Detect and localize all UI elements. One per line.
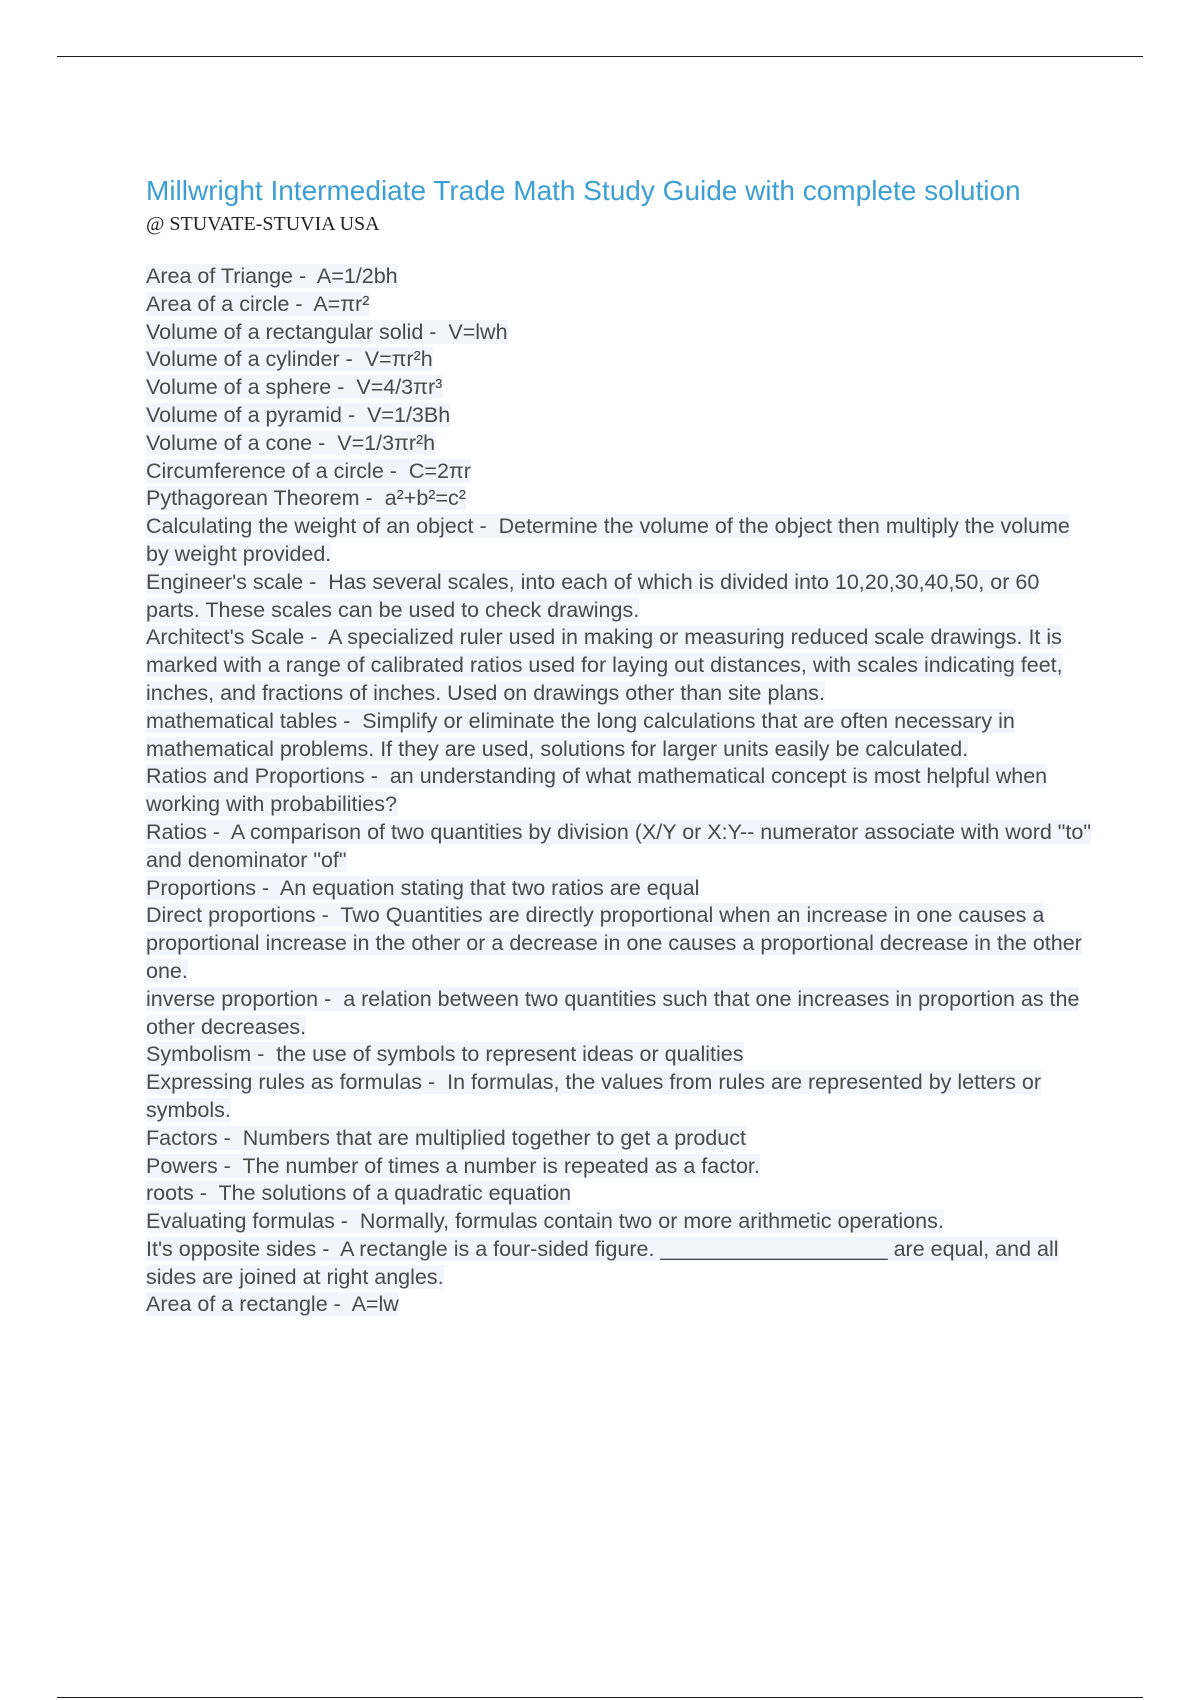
entry-separator: - xyxy=(293,264,317,288)
entry-definition: A rectangle is a four-sided figure. ___________________ are equal, and all sides are joined at right angles. xyxy=(146,1236,1059,1289)
entry-definition: Has several scales, into each of which is divided into 10,20,30,40,50, or 60 parts. These scales can be used to check drawings. xyxy=(146,569,1040,622)
entry-term: Expressing rules as formulas xyxy=(146,1070,423,1095)
list-item xyxy=(146,875,1094,903)
list-item xyxy=(146,763,1094,819)
entry-term: Calculating the weight of an object xyxy=(146,514,474,539)
entry-definition: A=1/2bh xyxy=(316,264,398,288)
list-item xyxy=(146,430,1094,458)
list-item xyxy=(146,569,1094,625)
list-item xyxy=(146,319,1094,347)
entry-term: Factors xyxy=(146,1125,218,1150)
entry-separator: - xyxy=(327,1292,352,1317)
entry-term: Powers xyxy=(146,1153,218,1178)
entry-term: Area of Triange xyxy=(146,264,294,288)
entry-definition: A comparison of two quantities by division (X/Y or X:Y-- numerator associate with word "to" and denominator "of" xyxy=(146,819,1091,872)
entry-separator: - xyxy=(312,430,338,455)
flashcard-list xyxy=(146,263,1094,1319)
list-item xyxy=(146,902,1094,985)
entry-definition: V=πr²h xyxy=(364,347,433,372)
list-item xyxy=(146,1041,1094,1069)
list-item xyxy=(146,1236,1094,1292)
entry-separator: - xyxy=(337,708,363,733)
list-item xyxy=(146,513,1094,569)
entry-definition: Numbers that are multiplied together to get a product xyxy=(242,1125,746,1150)
document-title: Millwright Intermediate Trade Math Study Guide with complete solution xyxy=(146,175,1021,206)
list-item xyxy=(146,346,1094,374)
entry-definition: C=2πr xyxy=(408,458,471,483)
entry-definition: Simplify or eliminate the long calculations that are often necessary in mathematical problems. If they are used, solutions for larger units easily be calculated. xyxy=(146,708,1015,761)
entry-separator: - xyxy=(206,819,231,844)
list-item xyxy=(146,402,1094,430)
entry-definition: Normally, formulas contain two or more arithmetic operations. xyxy=(359,1209,944,1234)
entry-term: Ratios xyxy=(146,819,207,844)
entry-term: Ratios and Proportions xyxy=(146,764,365,789)
list-item xyxy=(146,1208,1094,1236)
entry-term: inverse proportion xyxy=(146,986,319,1011)
entry-separator: - xyxy=(217,1153,243,1178)
entry-term: Circumference of a circle xyxy=(146,458,384,483)
entry-term: Area of a rectangle xyxy=(146,1292,328,1317)
entry-definition: V=lwh xyxy=(448,319,508,344)
entry-separator: - xyxy=(255,875,280,900)
entry-definition: V=4/3πr³ xyxy=(356,375,443,400)
entry-definition: Determine the volume of the object then multiply the volume by weight provided. xyxy=(146,514,1070,566)
entry-definition: the use of symbols to represent ideas or qualities xyxy=(276,1042,744,1067)
entry-definition: Two Quantities are directly proportional when an increase in one causes a proportional increase in the other or a decrease in one causes a proportional decrease in the other one. xyxy=(146,903,1082,983)
entry-term: Proportions xyxy=(146,875,256,900)
entry-separator: - xyxy=(193,1181,219,1206)
entry-definition: V=1/3πr²h xyxy=(337,430,436,455)
entry-term: mathematical tables xyxy=(146,708,338,733)
list-item xyxy=(146,263,1094,291)
entry-definition: A=πr² xyxy=(313,291,370,316)
entry-definition: an understanding of what mathematical concept is most helpful when working with probabilities? xyxy=(146,764,1048,817)
entry-definition: a²+b²=c² xyxy=(384,486,466,511)
entry-definition: In formulas, the values from rules are represented by letters or symbols. xyxy=(146,1070,1042,1122)
entry-term: Volume of a sphere xyxy=(146,375,332,400)
entry-separator: - xyxy=(334,1209,360,1234)
list-item xyxy=(146,1153,1094,1181)
list-item xyxy=(146,1069,1094,1125)
entry-term: Architect's Scale xyxy=(146,625,305,650)
entry-term: Volume of a pyramid xyxy=(146,402,342,427)
entry-separator: - xyxy=(359,486,385,511)
entry-term: Area of a circle xyxy=(146,291,290,316)
entry-separator: - xyxy=(316,1236,341,1261)
entry-definition: V=1/3Bh xyxy=(367,402,451,427)
entry-term: Evaluating formulas xyxy=(146,1209,335,1234)
entry-separator: - xyxy=(217,1125,243,1150)
list-item xyxy=(146,708,1094,764)
entry-term: Pythagorean Theorem xyxy=(146,486,360,511)
entry-separator: - xyxy=(383,458,409,483)
entry-separator: - xyxy=(473,514,499,539)
entry-definition: The number of times a number is repeated as a factor. xyxy=(242,1153,760,1178)
header-rule xyxy=(57,56,1143,57)
entry-separator: - xyxy=(303,569,329,594)
entry-separator: - xyxy=(364,764,390,789)
list-item xyxy=(146,1125,1094,1153)
list-item xyxy=(146,485,1094,513)
entry-separator: - xyxy=(304,625,329,650)
entry-term: Volume of a rectangular solid xyxy=(146,319,424,344)
entry-term: roots xyxy=(146,1181,194,1206)
list-item xyxy=(146,624,1094,707)
list-item xyxy=(146,1180,1094,1208)
entry-definition: A specialized ruler used in making or measuring reduced scale drawings. It is marked with a range of calibrated ratios used for laying out distances, with scales indicating feet, inches, and fractions of inches. Used on drawings other than site plans. xyxy=(146,625,1063,705)
list-item xyxy=(146,1291,1094,1319)
entry-separator: - xyxy=(315,903,341,928)
entry-separator: - xyxy=(422,1070,448,1095)
entry-definition: a relation between two quantities such that one increases in proportion as the other decreases. xyxy=(146,986,1080,1039)
list-item xyxy=(146,986,1094,1042)
entry-separator: - xyxy=(331,375,357,400)
entry-term: Engineer's scale xyxy=(146,569,304,594)
footer-rule xyxy=(57,1697,1143,1698)
publisher-line: @ STUVATE-STUVIA USA xyxy=(146,213,380,235)
entry-definition: An equation stating that two ratios are equal xyxy=(279,875,700,900)
document-body xyxy=(146,174,1094,1335)
entry-term: Volume of a cone xyxy=(146,430,313,455)
entry-term: Volume of a cylinder xyxy=(146,347,340,372)
entry-separator: - xyxy=(251,1042,277,1067)
entry-term: It's opposite sides xyxy=(146,1236,317,1261)
entry-separator: - xyxy=(342,402,368,427)
list-item xyxy=(146,819,1094,875)
entry-separator: - xyxy=(318,986,344,1011)
entry-term: Direct proportions xyxy=(146,903,316,928)
entry-separator: - xyxy=(289,291,314,316)
entry-separator: - xyxy=(423,319,449,344)
entry-definition: The solutions of a quadratic equation xyxy=(218,1181,572,1206)
entry-definition: A=lw xyxy=(351,1292,399,1317)
entry-term: Symbolism xyxy=(146,1042,252,1067)
list-item xyxy=(146,374,1094,402)
entry-separator: - xyxy=(339,347,365,372)
list-item xyxy=(146,458,1094,486)
list-item xyxy=(146,291,1094,319)
